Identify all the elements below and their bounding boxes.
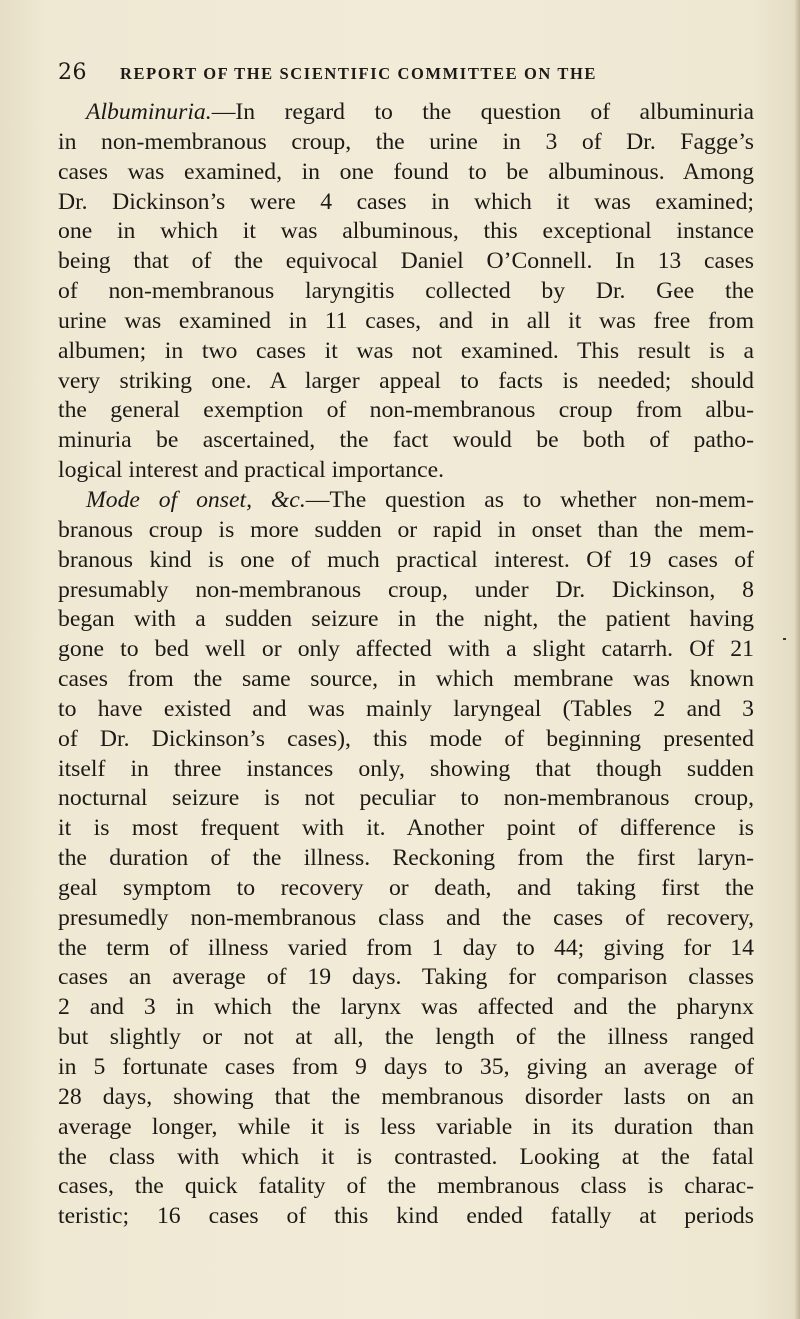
text-line <box>58 486 754 516</box>
text-line: cases from the same source, in which membrane was known <box>58 666 754 693</box>
text-line: to have existed and was mainly laryngeal (Tables 2 and 3 <box>58 695 754 722</box>
text-line: very striking one. A larger appeal to facts is needed; should <box>58 367 754 394</box>
text-line: branous croup is more sudden or rapid in onset than the mem- <box>58 516 754 543</box>
body-text <box>58 98 754 1232</box>
section-heading-mode-of-onset: Mode of onset, &c. <box>86 486 306 513</box>
text-line: albumen; in two cases it was not examined. This result is a <box>58 337 754 364</box>
text-line: gone to bed well or only affected with a slight catarrh. Of 21 <box>58 636 754 663</box>
text-line: presumably non-membranous croup, under Dr. Dickinson, 8 <box>58 576 754 603</box>
text-line: Dr. Dickinson’s were 4 cases in which it was examined; <box>58 188 754 215</box>
text-line: branous kind is one of much practical interest. Of 19 cases of <box>58 546 754 573</box>
text-line-segment: —The question as to whether non-mem- <box>305 486 754 513</box>
text-line: 28 days, showing that the membranous disorder lasts on an <box>58 1083 754 1110</box>
text-line-segment: —In regard to the question of albuminuria <box>211 99 754 125</box>
text-line: urine was examined in 11 cases, and in all it was free from <box>58 307 754 334</box>
text-line: teristic; 16 cases of this kind ended fatally at periods <box>58 1203 754 1230</box>
text-line: cases an average of 19 days. Taking for comparison classes <box>58 964 754 991</box>
page-number: 26 <box>58 60 87 85</box>
text-line: being that of the equivocal Daniel O’Connell. In 13 cases <box>58 248 754 275</box>
text-line: began with a sudden seizure in the night, the patient having <box>58 606 754 633</box>
page-header <box>58 60 758 90</box>
text-line: cases, the quick fatality of the membranous class is charac- <box>58 1173 754 1200</box>
text-line: geal symptom to recovery or death, and taking first the <box>58 874 754 901</box>
text-line: 2 and 3 in which the larynx was affected and the pharynx <box>58 994 754 1021</box>
text-line: itself in three instances only, showing that though sudden <box>58 755 754 782</box>
ink-speck <box>783 638 786 640</box>
text-line: of Dr. Dickinson’s cases), this mode of beginning presented <box>58 725 754 752</box>
text-line: presumedly non-membranous class and the cases of recovery, <box>58 904 754 931</box>
text-line: average longer, while it is less variable in its duration than <box>58 1113 754 1140</box>
text-line: the term of illness varied from 1 day to 44; giving for 14 <box>58 934 754 961</box>
text-line: cases was examined, in one found to be albuminous. Among <box>58 158 754 185</box>
running-head: REPORT OF THE SCIENTIFIC COMMITTEE ON THE <box>120 64 597 83</box>
text-line: nocturnal seizure is not peculiar to non-membranous croup, <box>58 785 754 812</box>
text-line: in 5 fortunate cases from 9 days to 35, giving an average of <box>58 1054 754 1080</box>
text-line: the duration of the illness. Reckoning from the first laryn- <box>58 845 754 872</box>
text-line: minuria be ascertained, the fact would be both of patho- <box>58 427 754 454</box>
page-edge-shadow <box>794 0 800 1319</box>
section-heading-albuminuria: Albuminuria. <box>86 99 212 125</box>
text-line: the class with which it is contrasted. Looking at the fatal <box>58 1143 754 1170</box>
text-line: of non-membranous laryngitis collected by Dr. Gee the <box>58 278 754 305</box>
text-line: logical interest and practical importance. <box>58 457 445 484</box>
text-line: it is most frequent with it. Another point of difference is <box>58 815 754 842</box>
text-line <box>58 98 754 128</box>
text-line: one in which it was albuminous, this exceptional instance <box>58 218 754 245</box>
text-line: but slightly or not at all, the length of the illness ranged <box>58 1024 754 1051</box>
text-line: in non-membranous croup, the urine in 3 of Dr. Fagge’s <box>58 128 754 155</box>
text-line: the general exemption of non-membranous croup from albu- <box>58 397 754 424</box>
